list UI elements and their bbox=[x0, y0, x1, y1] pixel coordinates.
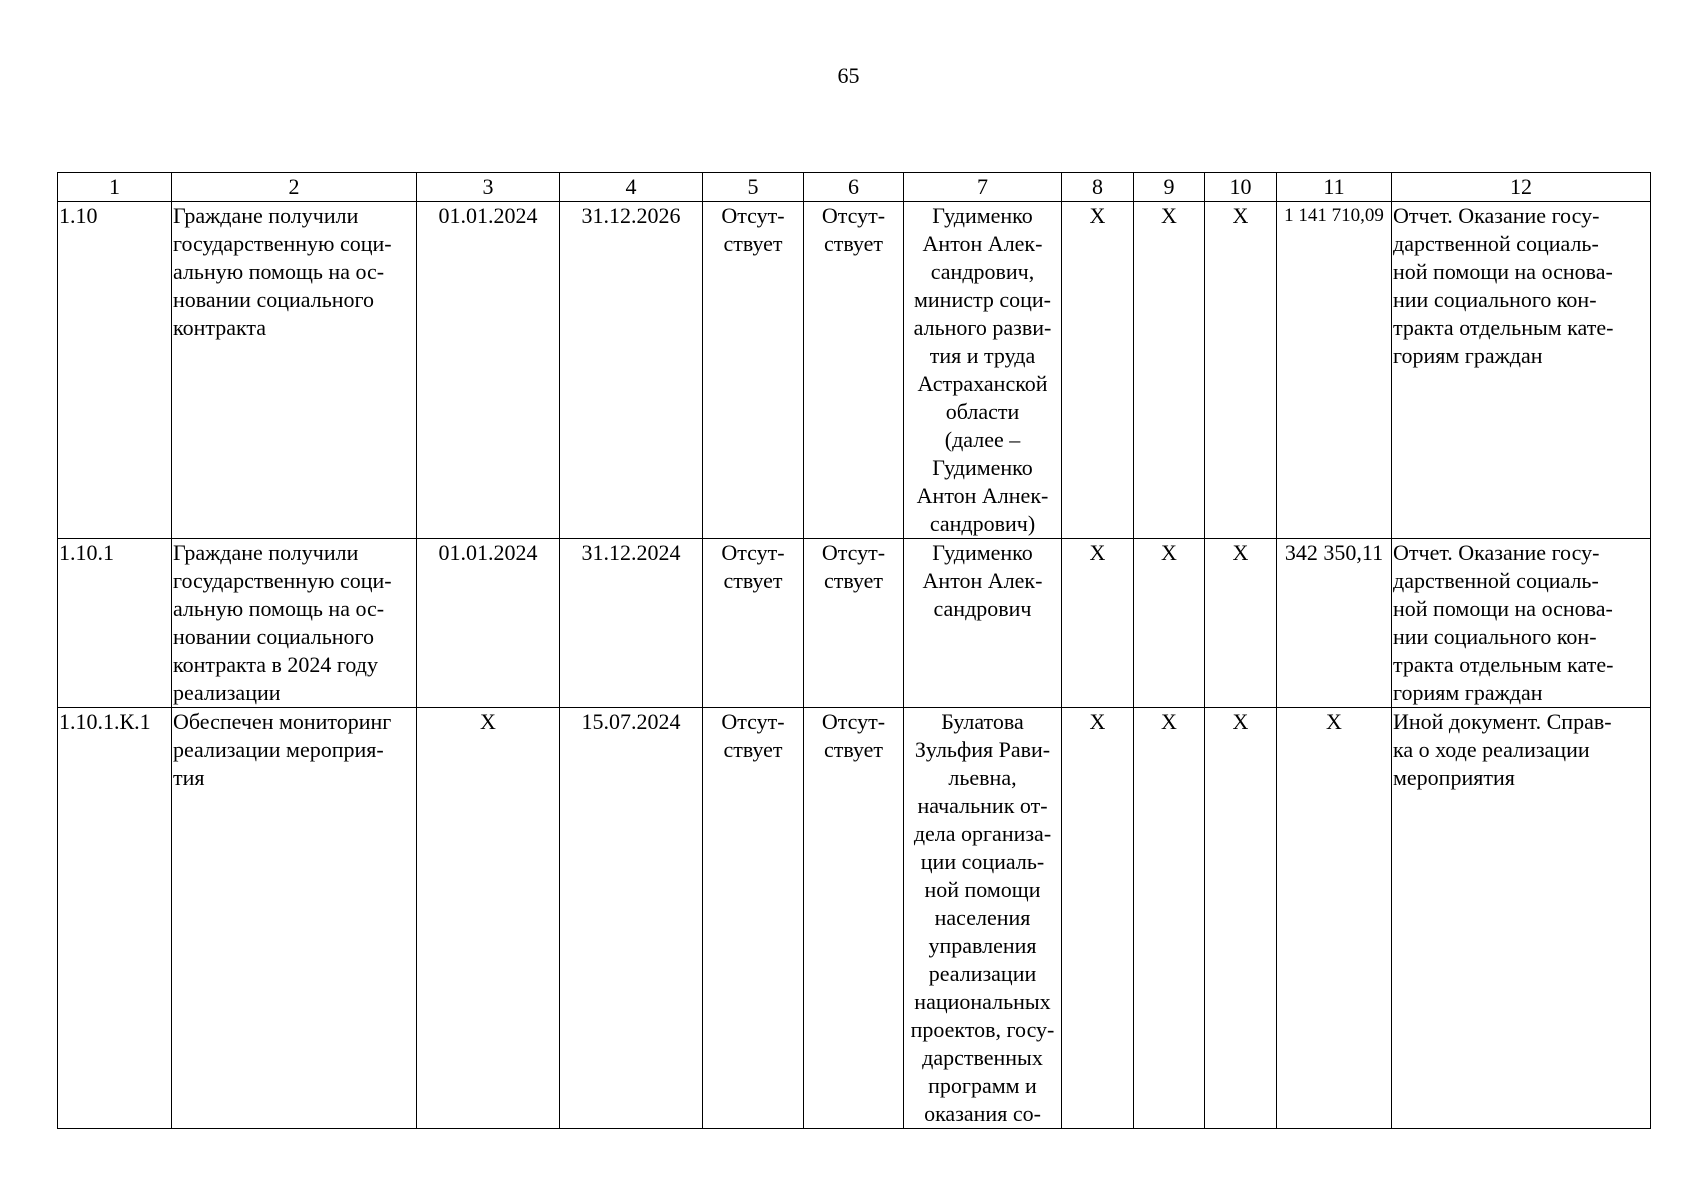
cell-result: Обеспечен мониторинг реализации мероприя- тия bbox=[172, 708, 417, 1129]
cell-end-date: 15.07.2024 bbox=[560, 708, 703, 1129]
header-col-3: 3 bbox=[417, 173, 560, 202]
cell-col-10: Х bbox=[1205, 539, 1277, 708]
cell-responsible: Гудименко Антон Алек- сандрович bbox=[904, 539, 1062, 708]
cell-col-8: Х bbox=[1062, 202, 1134, 539]
header-row bbox=[58, 173, 1651, 202]
cell-amount: Х bbox=[1277, 708, 1392, 1129]
cell-col-8: Х bbox=[1062, 539, 1134, 708]
table-row bbox=[58, 539, 1651, 708]
cell-number: 1.10 bbox=[58, 202, 172, 539]
cell-end-date: 31.12.2026 bbox=[560, 202, 703, 539]
cell-start-date: 01.01.2024 bbox=[417, 539, 560, 708]
header-col-10: 10 bbox=[1205, 173, 1277, 202]
cell-number: 1.10.1 bbox=[58, 539, 172, 708]
cell-col-6: Отсут- ствует bbox=[804, 539, 904, 708]
table-row bbox=[58, 708, 1651, 1129]
header-col-8: 8 bbox=[1062, 173, 1134, 202]
cell-col-10: Х bbox=[1205, 202, 1277, 539]
table-row bbox=[58, 202, 1651, 539]
cell-col-10: Х bbox=[1205, 708, 1277, 1129]
cell-amount: 342 350,11 bbox=[1277, 539, 1392, 708]
cell-col-6: Отсут- ствует bbox=[804, 202, 904, 539]
header-col-1: 1 bbox=[58, 173, 172, 202]
cell-col-8: Х bbox=[1062, 708, 1134, 1129]
cell-start-date: 01.01.2024 bbox=[417, 202, 560, 539]
header-col-11: 11 bbox=[1277, 173, 1392, 202]
header-col-9: 9 bbox=[1134, 173, 1205, 202]
header-col-5: 5 bbox=[703, 173, 804, 202]
cell-col-9: Х bbox=[1134, 202, 1205, 539]
cell-result: Граждане получили государственную соци- альную помощь на ос- новании социального контракта bbox=[172, 202, 417, 539]
header-col-7: 7 bbox=[904, 173, 1062, 202]
cell-col-9: Х bbox=[1134, 539, 1205, 708]
header-col-4: 4 bbox=[560, 173, 703, 202]
cell-number: 1.10.1.К.1 bbox=[58, 708, 172, 1129]
cell-result: Граждане получили государственную соци- альную помощь на ос- новании социального контракта в 2024 году реализации bbox=[172, 539, 417, 708]
header-col-6: 6 bbox=[804, 173, 904, 202]
cell-document: Отчет. Оказание госу- дарственной социаль- ной помощи на основа- нии социального кон- тракта отдельным кате- гориям граждан bbox=[1392, 202, 1651, 539]
header-col-2: 2 bbox=[172, 173, 417, 202]
cell-responsible: Гудименко Антон Алек- сандрович, министр соци- ального разви- тия и труда Астраханской области (далее – Гудименко Антон Алнек- сандрович) bbox=[904, 202, 1062, 539]
cell-end-date: 31.12.2024 bbox=[560, 539, 703, 708]
cell-amount: 1 141 710,09 bbox=[1277, 202, 1392, 539]
plan-table bbox=[57, 172, 1651, 1129]
cell-col-5: Отсут- ствует bbox=[703, 539, 804, 708]
cell-col-5: Отсут- ствует bbox=[703, 202, 804, 539]
cell-col-6: Отсут- ствует bbox=[804, 708, 904, 1129]
cell-col-5: Отсут- ствует bbox=[703, 708, 804, 1129]
cell-document: Отчет. Оказание госу- дарственной социаль- ной помощи на основа- нии социального кон- тракта отдельным кате- гориям граждан bbox=[1392, 539, 1651, 708]
table-header bbox=[58, 173, 1651, 202]
cell-start-date: Х bbox=[417, 708, 560, 1129]
page-number: 65 bbox=[837, 63, 860, 88]
cell-col-9: Х bbox=[1134, 708, 1205, 1129]
header-col-12: 12 bbox=[1392, 173, 1651, 202]
cell-responsible: Булатова Зульфия Рави- льевна, начальник от- дела организа- ции социаль- ной помощи населения управления реализации национальных проектов, госу- дарственных программ и оказания со- bbox=[904, 708, 1062, 1129]
cell-document: Иной документ. Справ- ка о ходе реализации мероприятия bbox=[1392, 708, 1651, 1129]
